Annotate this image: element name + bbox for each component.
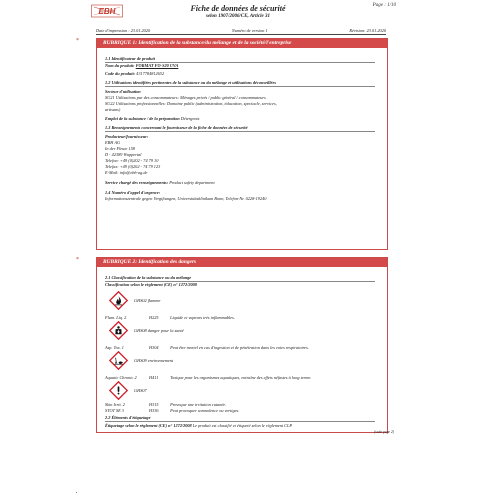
hazard-line: Flam. Liq. 2 H225 Liquide et vapeurs très inflammables. xyxy=(105,315,235,320)
section-1-box xyxy=(96,38,388,250)
service-row: Service chargé des renseignements: Product safety department xyxy=(105,180,215,185)
document-subtitle: selon 1907/2006/CE, Article 31 xyxy=(206,14,270,19)
hazard-line: STOT SE 3 H336 Peut provoquer somnolence ou vertiges. xyxy=(105,408,240,413)
hazard-line: Skin Irrit. 2 H315 Provoque une irritation cutanée. xyxy=(105,402,227,407)
address-line: D - 42389 Wuppertal xyxy=(105,152,142,157)
document-title: Fiche de données de sécurité xyxy=(190,4,286,13)
product-code-row: Code du produit: 4317784812652 xyxy=(105,71,165,76)
section-1-heading: RUBRIQUE 1: Identification de la substance/du mélange et de la société/l'entreprise xyxy=(97,39,387,48)
hazard-line: Asp. Tox. 1 H304 Peut être mortel en cas d'ingestion et de pénétration dans les voies respiratoires. xyxy=(105,345,309,350)
ghs08-label: GHS08 danger pour la santé xyxy=(134,328,184,333)
subsection-1-1: 1.1 Identificateur de produit xyxy=(105,56,375,63)
labelling-line: Étiquetage selon le règlement (CE) n° 1272/2008 Le produit est classifié et étiqueté selon le règlement CLP. xyxy=(105,423,293,428)
phone-line: Telefon: +49 (0)202 - 74 79 10 xyxy=(105,158,159,163)
section-2-box xyxy=(96,257,388,433)
su22-line: SU22 Utilisations professionnelles: Domaine public (administration, éducation, spectacle, services, xyxy=(105,101,277,106)
usage-sector-label: Secteur d'utilisation xyxy=(105,89,141,94)
revision-date: Révision: 23.01.2020 xyxy=(349,28,386,33)
emergency-line: Informationszentrale gegen Vergiftungen, Universitätsklinikum Bonn, Telefon-Nr. 0228-19240 xyxy=(105,196,267,201)
exclamation-icon xyxy=(109,381,128,400)
ghs02-label: GHS02 flamme xyxy=(134,298,161,303)
classification-title: Classification selon le règlement (CE) n° 1272/2008 xyxy=(105,282,197,287)
change-marker: * xyxy=(76,257,79,263)
subsection-2-2: 2.2 Éléments d'étiquetage xyxy=(105,415,375,422)
page-mark xyxy=(76,492,77,493)
fax-line: Telefax: +49 (0)202 - 74 79 123 xyxy=(105,164,161,169)
section-2-heading: RUBRIQUE 2: Identification des dangers xyxy=(97,258,387,267)
su22-line-cont: artisans) xyxy=(105,107,121,112)
email-line: E-Mail: info@ebh-ag.de xyxy=(105,170,148,175)
employ-row: Emploi de la substance / de la préparation Détergents xyxy=(105,116,200,121)
version-number: Numéro de version 1 xyxy=(231,28,268,33)
hazard-line: Aquatic Chronic 2 H411 Toxique pour les organismes aquatiques, entraîne des effets néfastes à long terme. xyxy=(105,375,312,380)
ghs09-label: GHS09 environnement xyxy=(134,358,174,363)
producer-label: Producteur/fournisseur: xyxy=(105,134,149,139)
su21-line: SU21 Utilisations par des consommateurs: Ménages privés / public général / consommateurs xyxy=(105,95,266,100)
continuation-note: (suite page 2) xyxy=(374,430,394,434)
subsection-1-4: 1.4 Numéro d'appel d'urgence: xyxy=(105,190,161,195)
address-line: In der Fleute 158 xyxy=(105,146,135,151)
document-page xyxy=(76,0,396,500)
document-meta xyxy=(96,28,386,35)
ghs07-label: GHS07 xyxy=(134,388,147,393)
svg-text:EBH: EBH xyxy=(98,7,116,16)
page-number: Page : 1/10 xyxy=(372,3,396,8)
address-line: EBH AG xyxy=(105,140,121,145)
print-date: Date d'impression : 23.01.2020 xyxy=(96,28,151,33)
product-name-row: Nom du produit: FORMAT FO-S20 UVA xyxy=(105,63,179,68)
environment-icon xyxy=(109,351,128,370)
subsection-1-2: 1.2 Utilisations identifiées pertinentes de la substance ou du mélange et utilisations déconseillées xyxy=(105,80,375,87)
subsection-2-1: 2.1 Classification de la substance ou du mélange xyxy=(105,275,375,282)
health-hazard-icon xyxy=(109,321,128,340)
change-marker: * xyxy=(76,38,79,44)
flame-icon xyxy=(109,291,128,310)
subsection-1-3: 1.3 Renseignements concernant le fournisseur de la fiche de données de sécurité xyxy=(105,125,375,132)
